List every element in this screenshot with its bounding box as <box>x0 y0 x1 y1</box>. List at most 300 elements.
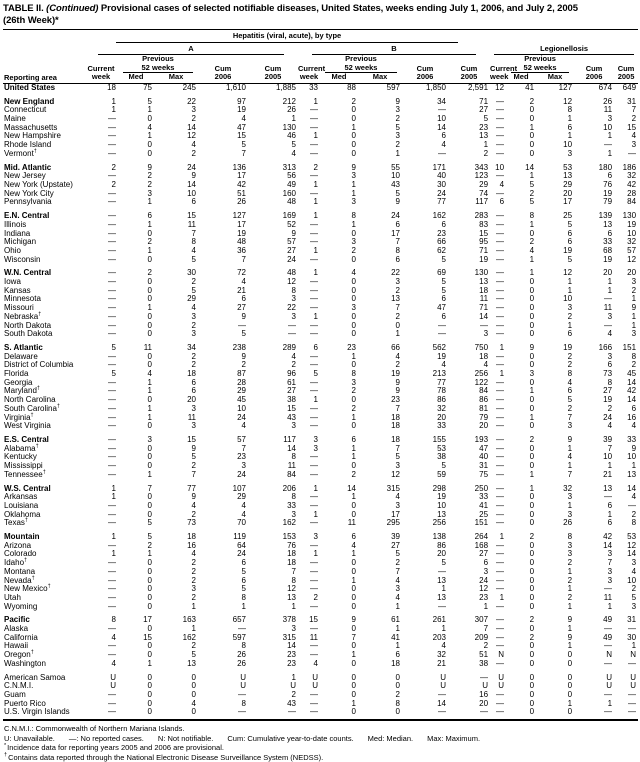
reporting-area-cell: Florida <box>4 369 29 379</box>
value-cell: 1 <box>313 509 318 519</box>
value-cell: 20 <box>479 698 489 708</box>
table-section <box>3 207 638 264</box>
value-cell: — <box>238 320 246 330</box>
value-cell: 0 <box>351 566 356 576</box>
cum-2005-header-a: Cum 2005 <box>248 55 298 83</box>
value-cell: 119 <box>233 532 246 542</box>
value-cell: 250 <box>474 483 489 493</box>
value-cell: 0 <box>147 509 152 519</box>
value-cell: 1 <box>351 188 356 198</box>
value-cell: 4 <box>631 566 637 576</box>
value-cell: — <box>310 412 318 422</box>
reporting-area-cell: California <box>4 632 38 642</box>
value-cell: 19 <box>603 254 613 264</box>
value-cell: 6 <box>607 360 613 370</box>
value-cell: 168 <box>474 540 489 550</box>
table-row <box>3 700 638 709</box>
value-cell: 71 <box>479 96 489 106</box>
value-cell: 1 <box>351 122 356 132</box>
value-cell: 0 <box>567 681 573 691</box>
table-row <box>3 642 638 651</box>
value-cell: 15 <box>187 434 196 444</box>
reporting-area-cell: Hawaii <box>4 641 29 651</box>
value-cell: — <box>108 140 116 150</box>
value-cell: 3 <box>607 566 613 576</box>
value-cell: 14 <box>347 483 356 493</box>
value-cell: 10 <box>437 114 446 124</box>
value-cell: — <box>108 386 116 396</box>
value-cell: 2 <box>567 403 573 413</box>
value-cell: 4 <box>499 180 505 189</box>
value-cell: — <box>496 114 505 124</box>
value-cell: 1 <box>111 492 116 502</box>
reporting-area-cell: Maryland† <box>4 385 40 396</box>
value-cell: — <box>108 461 116 471</box>
value-cell: — <box>496 549 505 559</box>
table-row <box>3 115 638 124</box>
value-cell: 5 <box>395 549 400 559</box>
table-section <box>3 528 638 611</box>
value-cell: 0 <box>529 351 535 361</box>
value-cell: 86 <box>437 395 446 405</box>
value-cell: 0 <box>351 689 356 699</box>
current-week-header-a: Current week <box>84 55 118 83</box>
value-cell: 15 <box>143 632 152 642</box>
value-cell: — <box>310 575 318 585</box>
value-cell: — <box>496 377 505 387</box>
reporting-area-cell: Massachusetts <box>4 122 58 132</box>
value-cell: 22 <box>187 96 196 106</box>
value-cell: 193 <box>474 434 489 444</box>
value-cell: — <box>310 294 318 304</box>
value-cell: 3 <box>313 532 318 542</box>
value-cell: 4 <box>607 421 613 431</box>
value-cell: — <box>438 105 446 115</box>
value-cell: 5 <box>483 114 489 124</box>
value-cell: — <box>108 518 116 528</box>
value-cell: 0 <box>147 698 152 708</box>
value-cell: 6 <box>607 500 613 510</box>
value-cell: 6 <box>241 294 246 304</box>
table-row <box>3 634 638 643</box>
value-cell: U <box>630 672 637 682</box>
reporting-area-cell: Louisiana <box>4 500 39 510</box>
value-cell: — <box>496 421 505 431</box>
value-cell: 0 <box>395 672 400 682</box>
value-cell: 315 <box>282 632 296 642</box>
table-row <box>3 493 638 502</box>
value-cell: 11 <box>187 219 196 229</box>
value-cell: 0 <box>529 105 535 115</box>
value-cell: 43 <box>287 698 296 708</box>
value-cell: — <box>108 237 116 247</box>
value-cell: 0 <box>567 672 573 682</box>
value-cell: 0 <box>529 584 535 594</box>
value-cell: 0 <box>351 592 356 602</box>
value-cell: 289 <box>282 342 296 352</box>
value-cell: — <box>108 592 116 602</box>
value-cell: 3 <box>567 303 573 313</box>
value-cell: 23 <box>287 650 296 660</box>
table-row <box>3 247 638 256</box>
value-cell: 1 <box>567 461 573 471</box>
table-row <box>3 339 638 353</box>
value-cell: 0 <box>529 311 535 321</box>
value-cell: 0 <box>529 540 535 550</box>
reporting-area-cell: W.N. Central <box>4 268 52 278</box>
table-title-rest: Provisional cases of selected notifiable diseases, United States, weeks ending July 1, 2006, and July 2, 2005 <box>100 3 578 14</box>
value-cell: 3 <box>607 549 613 559</box>
reporting-area-cell: West Virginia <box>4 421 51 431</box>
value-cell: 42 <box>603 532 613 542</box>
value-cell: — <box>628 148 637 158</box>
value-cell: 29 <box>479 180 489 189</box>
value-cell: 0 <box>147 584 152 594</box>
value-cell: 0 <box>147 360 152 370</box>
value-cell: 11 <box>187 412 196 422</box>
reporting-area-cell: E.S. Central <box>4 434 49 444</box>
value-cell: — <box>438 566 446 576</box>
value-cell: — <box>496 96 505 106</box>
value-cell: 0 <box>147 689 152 699</box>
value-cell: — <box>310 689 318 699</box>
value-cell: 1 <box>147 658 152 668</box>
value-cell: 27 <box>287 245 296 255</box>
value-cell: 4 <box>241 509 246 519</box>
value-cell: 315 <box>386 483 400 493</box>
value-cell: 73 <box>187 518 196 528</box>
value-cell: 4 <box>567 452 573 462</box>
value-cell: 1 <box>529 469 535 479</box>
value-cell: 31 <box>479 461 489 471</box>
value-cell: — <box>496 641 505 651</box>
value-cell: 0 <box>147 285 152 295</box>
value-cell: 151 <box>474 518 489 528</box>
value-cell: — <box>438 601 446 611</box>
value-cell: — <box>108 122 116 132</box>
value-cell: 2 <box>631 584 637 594</box>
value-cell: 160 <box>282 188 296 198</box>
value-cell: 3 <box>631 277 637 287</box>
value-cell: 4 <box>395 575 400 585</box>
footnotes <box>3 721 638 762</box>
value-cell: — <box>496 483 505 493</box>
reporting-area-cell: South Dakota <box>4 329 53 339</box>
footnote-legend-item: Med: Median. <box>367 733 414 743</box>
value-cell: 0 <box>351 311 356 321</box>
value-cell: 15 <box>237 131 246 141</box>
value-cell: 3 <box>191 105 196 115</box>
value-cell: 10 <box>563 140 573 150</box>
value-cell: 1 <box>529 386 535 396</box>
value-cell: 77 <box>437 197 446 207</box>
value-cell: 27 <box>237 303 246 313</box>
value-cell: 3 <box>351 303 356 313</box>
value-cell: 2 <box>191 558 196 568</box>
value-cell: 0 <box>529 131 535 141</box>
value-cell: 1 <box>191 601 196 611</box>
value-cell: — <box>496 228 505 238</box>
value-cell: 9 <box>631 443 637 453</box>
value-cell: 1 <box>147 386 152 396</box>
value-cell: — <box>310 188 318 198</box>
value-cell: 6 <box>191 377 196 387</box>
value-cell: — <box>496 518 505 528</box>
value-cell: 26 <box>237 658 246 668</box>
value-cell: 32 <box>437 403 446 413</box>
value-cell: 27 <box>603 386 613 396</box>
reporting-area-cell: Delaware <box>4 351 38 361</box>
value-cell: 18 <box>187 532 196 542</box>
value-cell: — <box>108 540 116 550</box>
value-cell: 2 <box>147 237 152 247</box>
value-cell: 5 <box>441 461 446 471</box>
value-cell: 4 <box>631 421 637 431</box>
value-cell: 51 <box>237 188 246 198</box>
value-cell: 16 <box>627 412 637 422</box>
value-cell: 1 <box>291 601 296 611</box>
value-cell: 3 <box>607 311 613 321</box>
value-cell: 11 <box>603 303 613 313</box>
footnote-legend-item: N: Not notifiable. <box>157 733 214 743</box>
value-cell: 42 <box>237 180 246 189</box>
value-cell: 0 <box>529 452 535 462</box>
value-cell: 14 <box>287 443 296 453</box>
reporting-area-cell: Virginia† <box>4 411 34 422</box>
value-cell: — <box>108 311 116 321</box>
value-cell: 19 <box>437 492 446 502</box>
value-cell: 2 <box>529 434 535 444</box>
value-cell: 0 <box>351 228 356 238</box>
value-cell: 3 <box>395 461 400 471</box>
value-cell: 10 <box>603 452 613 462</box>
table-row <box>3 287 638 296</box>
value-cell: 0 <box>351 624 356 634</box>
value-cell: 2 <box>191 641 196 651</box>
value-cell: 2 <box>529 237 535 247</box>
value-cell: 0 <box>147 672 152 682</box>
max-header-leg: Max <box>536 73 574 83</box>
value-cell: 12 <box>287 584 296 594</box>
value-cell: U <box>440 681 446 691</box>
value-cell: 1 <box>567 500 573 510</box>
value-cell: — <box>288 707 296 717</box>
value-cell: — <box>496 412 505 422</box>
value-cell: 23 <box>287 658 296 668</box>
previous-52-weeks-header-a: Previous 52 weeks <box>118 55 198 73</box>
table-row <box>3 445 638 454</box>
value-cell: — <box>288 320 296 330</box>
value-cell: 5 <box>191 285 196 295</box>
value-cell: 0 <box>529 658 535 668</box>
value-cell: 1 <box>351 549 356 559</box>
value-cell: 6 <box>241 575 246 585</box>
value-cell: 206 <box>282 483 296 493</box>
value-cell: 3 <box>147 434 152 444</box>
value-cell: 77 <box>187 483 196 493</box>
value-cell: 0 <box>147 351 152 361</box>
reporting-area-cell: Indiana <box>4 228 31 238</box>
table-row <box>3 660 638 669</box>
value-cell: — <box>438 689 446 699</box>
value-cell: 0 <box>529 624 535 634</box>
value-cell: — <box>310 329 318 339</box>
value-cell: 21 <box>437 658 446 668</box>
value-cell: 0 <box>529 285 535 295</box>
table-row <box>3 594 638 603</box>
value-cell: 0 <box>147 320 152 330</box>
value-cell: 61 <box>287 377 296 387</box>
value-cell: 8 <box>241 592 246 602</box>
reporting-area-cell: Ohio <box>4 245 21 255</box>
value-cell: 22 <box>287 303 296 313</box>
value-cell: 1 <box>441 584 446 594</box>
value-cell: 5 <box>191 452 196 462</box>
value-cell: — <box>496 303 505 313</box>
value-cell: 2 <box>529 188 535 198</box>
value-cell: 4 <box>631 492 637 502</box>
value-cell: 155 <box>432 434 446 444</box>
value-cell: 4 <box>191 698 196 708</box>
value-cell: 32 <box>627 237 637 247</box>
table-row <box>3 519 638 528</box>
value-cell: 4 <box>111 658 116 668</box>
value-cell: 1 <box>313 395 318 405</box>
value-cell: 9 <box>191 171 196 181</box>
value-cell: 1 <box>567 566 573 576</box>
value-cell: 3 <box>351 197 356 207</box>
value-cell: — <box>108 641 116 651</box>
table-row <box>3 471 638 480</box>
table-row <box>3 370 638 379</box>
value-cell: 5 <box>147 518 152 528</box>
value-cell: 8 <box>291 285 296 295</box>
value-cell: 18 <box>479 351 489 361</box>
value-cell: 33 <box>437 421 446 431</box>
value-cell: 27 <box>287 386 296 396</box>
value-cell: 2 <box>529 632 535 642</box>
table-section <box>3 93 638 159</box>
value-cell: 117 <box>283 434 296 444</box>
reporting-area-cell: Missouri <box>4 303 34 313</box>
value-cell: 4 <box>291 148 296 158</box>
value-cell: 39 <box>603 434 613 444</box>
value-cell: 2 <box>351 96 356 106</box>
value-cell: 0 <box>351 320 356 330</box>
value-cell: 1 <box>351 219 356 229</box>
value-cell: — <box>480 320 489 330</box>
value-cell: 1 <box>147 549 152 559</box>
value-cell: 8 <box>351 369 356 379</box>
value-cell: — <box>628 500 637 510</box>
value-cell: 4 <box>395 351 400 361</box>
value-cell: 2 <box>567 592 573 602</box>
value-cell: 13 <box>479 131 489 141</box>
value-cell: 7 <box>241 148 246 158</box>
value-cell: 264 <box>474 532 489 542</box>
value-cell: 5 <box>241 329 246 339</box>
value-cell: 64 <box>237 540 246 550</box>
value-cell: 0 <box>529 689 535 699</box>
value-cell: 7 <box>395 403 400 413</box>
value-cell: 1 <box>291 114 296 124</box>
value-cell: U <box>110 672 116 682</box>
table-row <box>3 585 638 594</box>
value-cell: 13 <box>603 219 613 229</box>
value-cell: 9 <box>191 492 196 502</box>
reporting-area-cell: Kansas <box>4 285 31 295</box>
value-cell: 298 <box>432 483 446 493</box>
value-cell: 127 <box>232 211 246 221</box>
value-cell: 2 <box>395 285 400 295</box>
value-cell: 28 <box>627 188 637 198</box>
value-cell: 11 <box>479 294 489 304</box>
value-cell: 0 <box>529 294 535 304</box>
value-cell: 31 <box>627 96 637 106</box>
value-cell: — <box>310 351 318 361</box>
value-cell: — <box>480 707 489 717</box>
reporting-area-cell: New York City <box>4 188 54 198</box>
value-cell: 3 <box>607 114 613 124</box>
reporting-area-cell: Alabama† <box>4 443 39 453</box>
value-cell: 26 <box>563 518 573 528</box>
value-cell: 1 <box>147 469 152 479</box>
table-row <box>3 221 638 230</box>
value-cell: 2 <box>395 140 400 150</box>
value-cell: 42 <box>627 180 637 189</box>
value-cell: 1 <box>313 268 318 278</box>
value-cell: 74 <box>479 188 489 198</box>
value-cell: 27 <box>391 540 400 550</box>
table-row <box>3 379 638 388</box>
value-cell: 2 <box>529 96 535 106</box>
value-cell: 61 <box>391 615 400 625</box>
table-section <box>3 611 638 668</box>
value-cell: — <box>496 492 505 502</box>
table-section <box>3 159 638 208</box>
value-cell: — <box>604 584 613 594</box>
table-row <box>3 708 638 717</box>
value-cell: 6 <box>499 197 505 207</box>
value-cell: — <box>496 500 505 510</box>
value-cell: 95 <box>479 237 489 247</box>
value-cell: 4 <box>441 641 446 651</box>
value-cell: 9 <box>291 228 296 238</box>
value-cell: — <box>604 294 613 304</box>
value-cell: 6 <box>607 518 613 528</box>
value-cell: 5 <box>395 122 400 132</box>
value-cell: 5 <box>191 254 196 264</box>
table-row <box>3 93 638 107</box>
med-header-b: Med <box>320 73 358 83</box>
table-header <box>3 30 638 84</box>
value-cell: 41 <box>391 632 400 642</box>
value-cell: 2 <box>567 558 573 568</box>
table-row <box>3 669 638 683</box>
value-cell: 26 <box>237 197 246 207</box>
value-cell: — <box>496 386 505 396</box>
value-cell: — <box>496 105 505 115</box>
value-cell: 15 <box>287 403 296 413</box>
value-cell: 7 <box>567 469 573 479</box>
reporting-area-cell: Arizona <box>4 540 32 550</box>
value-cell: 0 <box>351 500 356 510</box>
value-cell: — <box>310 698 318 708</box>
reporting-area-cell: Pennsylvania <box>4 197 52 207</box>
value-cell: 1 <box>631 461 637 471</box>
value-cell: 4 <box>241 114 246 124</box>
value-cell: — <box>496 219 505 229</box>
